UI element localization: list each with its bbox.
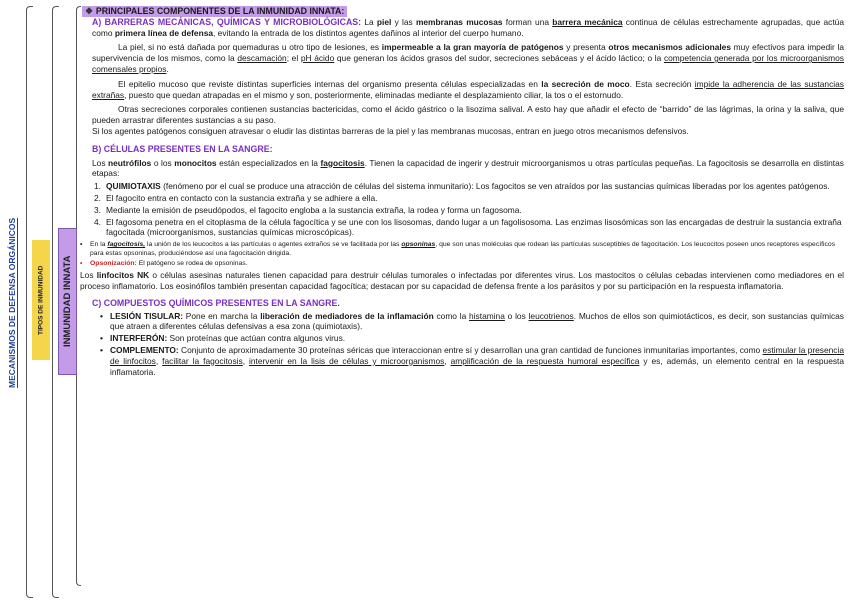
section-c (80, 298, 844, 378)
bullet-icon: • (80, 241, 83, 249)
section-a (80, 17, 844, 137)
list-item: 4. El fagosoma penetra en el citoplasma de la célula fagocítica y se une con los lisosomas, dando lugar a un fagolisosoma. Las enzimas lisosómicas son las encargadas de destruir la sustancia extraña fagocitada (microorganismos, sustancias químicas microscópicas). (94, 216, 842, 238)
side-label-mecanismos: MECANISMOS DE DEFENSA ORGÁNICOS (7, 217, 17, 388)
section-a-p5: Si los agentes patógenos consiguen atravesar o eludir las distintas barreras de la piel y las membranas mucosas, entran en juego otros mecanismos defensivos. (92, 125, 689, 136)
bullet-icon: • (100, 344, 103, 355)
section-a-p2: La piel, si no está dañada por quemaduras u otro tipo de lesiones, es impermeable a la gran mayoría de patógenos y presenta otros mecanismos adicionales muy efectivos para impedir la supervivencia de los mismos, como la descamación; el pH ácido que generan los ácidos grasos del sudor, secreciones sebáceas y el ácido láctico; o la competencia generada por los microorganismos comensales propios. (92, 42, 844, 74)
bullet-icon: • (100, 333, 103, 344)
list-item: • LESIÓN TISULAR: Pone en marcha la liberación de mediadores de la inflamación como la histamina o los leucotrienos. Muchos de ellos son quimiotácticos, es decir, son sustancias químicas que atraen a diferentes células defensivas a esa zona (quimiotaxis). (100, 310, 844, 332)
phagocytosis-steps (92, 181, 844, 238)
section-a-p3: El epitelio mucoso que reviste distintas superficies internas del organismo presenta células especializadas en la secreción de moco. Esta secreción impide la adherencia de las sustancias extrañas, puesto que quedan atrapadas en el mismo y son, posteriormente, eliminadas mediante el desplazamiento ciliar, la tos o el estornudo. (92, 78, 844, 100)
list-item: 3. Mediante la emisión de pseudópodos, el fagocito engloba a la sustancia extraña, la rodea y forma un fagosoma. (94, 204, 522, 215)
opsonization-note: • Opsonización: El patógeno se rodea de opsoninas. (80, 260, 248, 268)
nk-paragraph: Los linfocitos NK o células asesinas naturales tienen capacidad para destruir células tumorales o infectadas por diferentes virus. Los mastocitos o células cebadas intervienen como mediadores en el proceso inflamatorio. Los eosinófilos también presentan capacidad fagocítica; destacan por su capacidad de defensa frente a los parásitos y por su participación en la respuesta inflamatoria. (80, 270, 844, 291)
section-a-p4: Otras secreciones corporales contienen sustancias bactericidas, como el ácido gástrico o la lisozima salival. A esto hay que añadir el efecto de “barrido” de las lágrimas, la orina y la saliva, que pueden arrastrar diferentes sustancias a su paso. (92, 104, 844, 126)
diamond-icon: ❖ (85, 6, 93, 16)
page-title: ❖ PRINCIPALES COMPONENTES DE LA INMUNIDAD INNATA: (82, 6, 347, 17)
side-label-tipos: TIPOS DE INMUNIDAD (32, 240, 50, 360)
section-b-intro: Los neutrófilos o los monocitos están especializados en la fagocitosis. Tienen la capacidad de ingerir y destruir microorganismos u otras partículas pequeñas. La fagocitosis se desarrolla en distintas etapas: (92, 157, 844, 179)
section-a-heading: A) BARRERAS MECÁNICAS, QUÍMICAS Y MICROBIOLÓGICAS: (92, 16, 362, 27)
section-b-heading: B) CÉLULAS PRESENTES EN LA SANGRE: (92, 143, 273, 154)
section-a-p1: A) BARRERAS MECÁNICAS, QUÍMICAS Y MICROBIOLÓGICAS: La piel y las membranas mucosas forman una barrera mecánica continua de células estrechamente agrupadas, que actúa como primera línea de defensa, evitando la entrada de los distintos agentes dañinos al interior del cuerpo humano. (92, 16, 844, 38)
opsonin-note: • En la fagocitosis, la unión de los leucocitos a las partículas o agentes extraños se ve facilitada por las opsoninas, que son unas moléculas que rodean las partículas susceptibles de fagocitación. Los leucocitos poseen unos receptores específicos para estas opsoninas, produciéndose así una fagocitación dirigida. (80, 241, 836, 258)
list-item: 1. QUIMIOTAXIS (fenómeno por el cual se produce una atracción de células del sistema inmunitario): Los fagocitos se ven atraídos por las sustancias químicas liberadas por los agentes patógenos. (94, 181, 830, 192)
list-item: • COMPLEMENTO: Conjunto de aproximadamente 30 proteínas séricas que interaccionan entre sí y desarrollan una gran cantidad de funciones inmunitarias importantes, como estimular la presencia de linfocitos, facilitar la fagocitosis, intervenir en la lisis de células y microorganismos, amplificación de la respuesta humoral específica y es, además, un elemento central en la respuesta inflamatoria. (100, 344, 845, 377)
list-item: • INTERFERÓN: Son proteínas que actúan contra algunos virus. (100, 333, 346, 344)
bullet-icon: • (100, 310, 103, 321)
main-content (80, 6, 844, 378)
section-b (80, 144, 844, 238)
list-item: 2. El fagocito entra en contacto con la sustancia extraña y se adhiere a ella. (94, 192, 378, 203)
bullet-icon: • (80, 260, 83, 268)
section-c-heading: C) COMPUESTOS QUÍMICOS PRESENTES EN LA SANGRE. (92, 297, 340, 308)
side-label-innata: INMUNIDAD INNATA (58, 228, 77, 375)
